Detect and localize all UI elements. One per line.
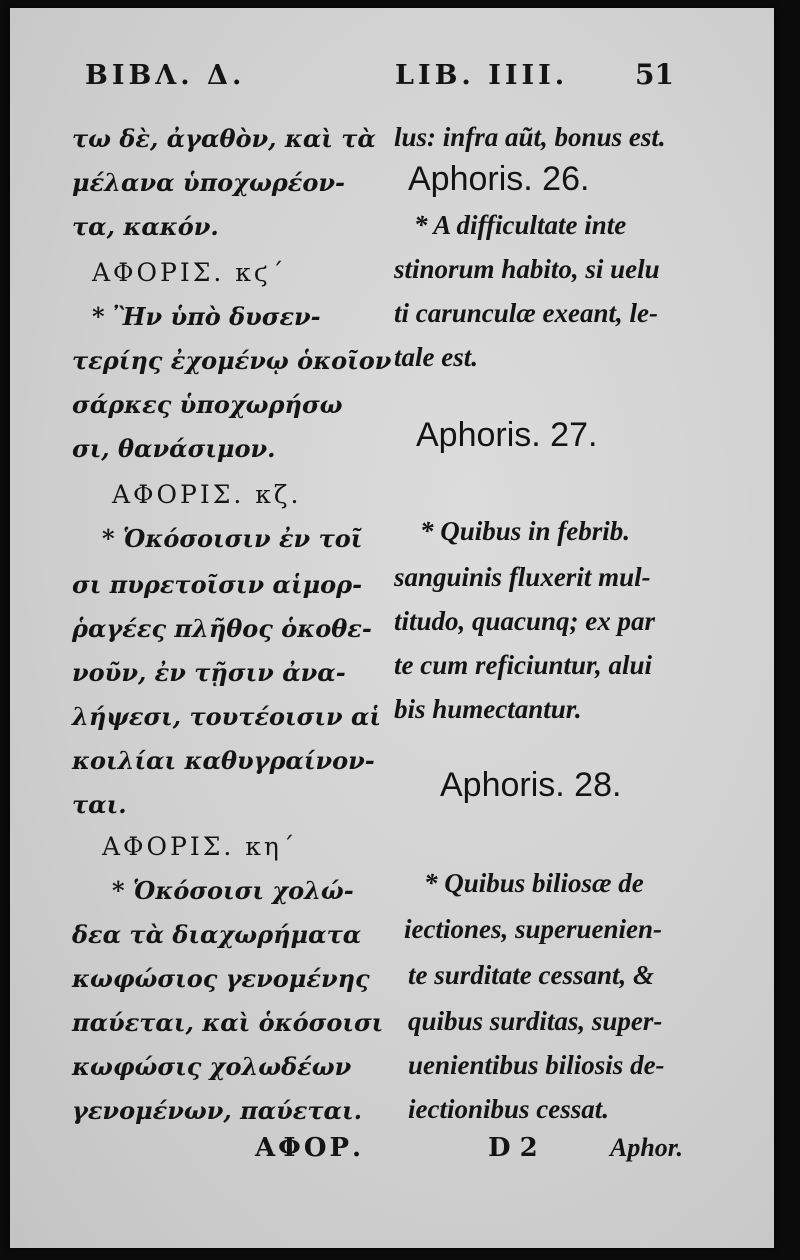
catchword-greek: ΑΦΟΡ.: [255, 1133, 365, 1163]
greek-line: κοιλίαι καθυγραίνον-: [72, 746, 375, 775]
aphorism-heading: Aphoris. 28.: [440, 766, 622, 804]
latin-line: stinorum habito, si uelu: [394, 254, 660, 284]
book-page: [10, 8, 774, 1248]
greek-line: κωφώσιος γενομένης: [72, 964, 370, 993]
greek-line: σι, θανάσιμον.: [72, 434, 276, 463]
greek-line: λήψεσι, τουτέοισιν αἱ: [72, 702, 382, 731]
latin-line: uenientibus biliosis de-: [408, 1050, 665, 1080]
greek-line: * Ἢν ὑπὸ δυσεν-: [92, 302, 321, 331]
latin-line: * Quibus in febrib.: [420, 516, 631, 546]
latin-line: iectionibus cessat.: [408, 1094, 609, 1124]
aphorism-heading: ΑΦΟΡΙΣ. κη´: [102, 832, 298, 861]
greek-line: σάρκες ὑποχωρήσω: [72, 390, 343, 419]
greek-line: * Ὁκόσοισιν ἐν τοῖ: [102, 524, 363, 553]
latin-line: iectiones, superuenien-: [404, 914, 663, 944]
latin-line: quibus surditas, super-: [408, 1006, 663, 1036]
latin-line: ti carunculæ exeant, le-: [394, 298, 658, 328]
greek-line: κωφώσις χολωδέων: [72, 1052, 352, 1081]
running-head-greek: BIBΛ. Δ.: [85, 60, 246, 91]
aphorism-heading: Aphoris. 26.: [408, 160, 590, 198]
greek-line: μέλανα ὑποχωρέον-: [72, 168, 345, 197]
latin-line: te surditate cessant, &: [408, 960, 655, 990]
latin-line: bis humectantur.: [394, 694, 582, 724]
aphorism-heading: ΑΦΟΡΙΣ. κϛ´: [92, 258, 287, 287]
latin-line: sanguinis fluxerit mul-: [394, 562, 651, 592]
latin-line: te cum reficiuntur, alui: [394, 650, 653, 680]
greek-line: παύεται, καὶ ὁκόσοισι: [72, 1008, 384, 1037]
greek-line: σι πυρετοῖσιν αἱμορ-: [72, 570, 363, 599]
greek-line: τερίης ἐχομένῳ ὁκοῖον: [72, 346, 392, 375]
latin-line: tale est.: [394, 342, 478, 372]
greek-line: * Ὁκόσοισι χολώ-: [112, 876, 354, 905]
latin-line: lus: infra aũt, bonus est.: [394, 122, 666, 152]
signature-mark: D 2: [488, 1133, 538, 1163]
latin-line: titudo, quacunq; ex par: [394, 606, 656, 636]
greek-line: ται.: [72, 790, 127, 819]
greek-line: τα, κακόν.: [72, 212, 219, 241]
greek-line: δεα τὰ διαχωρήματα: [72, 920, 362, 949]
latin-line: * Quibus biliosæ de: [424, 868, 644, 898]
greek-line: γενομένων, παύεται.: [72, 1096, 362, 1125]
aphorism-heading: ΑΦΟΡΙΣ. κζ.: [112, 480, 302, 509]
greek-line: νοῦν, ἐν τῇσιν ἀνα-: [72, 658, 346, 687]
aphorism-heading: Aphoris. 27.: [416, 416, 598, 454]
greek-line: τω δὲ, ἀγαθὸν, καὶ τὰ: [72, 124, 376, 153]
greek-line: ῥαγέες πλῆθος ὁκοθε-: [72, 614, 372, 643]
running-head-latin: LIB. IIII.: [395, 60, 569, 91]
catchword-latin: Aphor.: [610, 1133, 683, 1162]
page-number: 51: [635, 58, 674, 91]
latin-line: * A difficultate inte: [414, 210, 627, 240]
